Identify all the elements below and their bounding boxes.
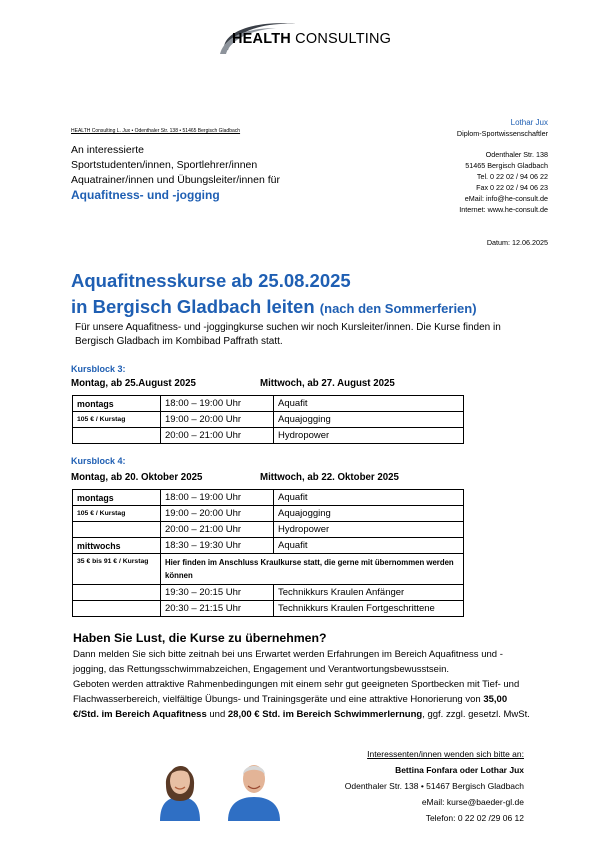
sender-fax: Fax 0 22 02 / 94 06 23 xyxy=(476,183,548,192)
kursblock-3-days: Montag, ab 25.August 2025 Mittwoch, ab 27. August 2025 xyxy=(71,378,395,389)
recipient-block xyxy=(71,143,280,203)
intro-paragraph: Für unsere Aquafitness- und -joggingkurse suchen wir noch Kursleiter/innen. Die Kurse finden in Bergisch Gladbach im Kombibad Paffrath statt. xyxy=(75,322,501,347)
table-row xyxy=(73,554,464,585)
table-row: 20:00 – 21:00 Uhr Hydropower xyxy=(73,428,464,444)
table-row: mittwochs 18:30 – 19:30 Uhr Aquafit xyxy=(73,538,464,554)
contact-block xyxy=(345,746,524,826)
contact-names: Bettina Fonfara oder Lothar Jux xyxy=(395,765,524,775)
recipient-line: Sportstudenten/innen, Sportlehrer/innen xyxy=(71,159,258,171)
table-row: 20:00 – 21:00 Uhr Hydropower xyxy=(73,522,464,538)
kursblock-4-table xyxy=(72,489,464,617)
sender-contact-block xyxy=(457,117,548,215)
recipient-highlight: Aquafitness- und -jogging xyxy=(71,188,220,202)
table-row: 20:30 – 21:15 Uhr Technikkurs Kraulen Fortgeschrittene xyxy=(73,601,464,617)
sender-address-line: HEALTH Consulting L. Jux • Odenthaler Str. 138 • 51465 Bergisch Gladbach xyxy=(71,128,241,134)
table-row: 105 € / Kurstag 19:00 – 20:00 Uhr Aquajogging xyxy=(73,412,464,428)
price-range: 35 € bis 91 € / Kurstag xyxy=(73,554,161,585)
page-title: Aquafitnesskurse ab 25.08.2025 in Bergisch Gladbach leiten (nach den Sommerferien) xyxy=(71,270,477,317)
contact-address: Odenthaler Str. 138 • 51467 Bergisch Gladbach xyxy=(344,781,524,791)
contact-intro: Interessenten/innen wenden sich bitte an: xyxy=(367,749,524,759)
sender-name: Lothar Jux xyxy=(510,118,548,127)
body-paragraph: Dann melden Sie sich bitte zeitnah bei uns Erwartet werden Erfahrungen im Bereich Aquafitness und -jogging, das Rettungsschwimmabzeichen, Engagement und Verantwortungsbewusstsein. xyxy=(73,649,503,675)
sender-city: 51465 Bergisch Gladbach xyxy=(465,161,548,170)
table-row: 105 € / Kurstag 19:00 – 20:00 Uhr Aquajogging xyxy=(73,506,464,522)
sender-tel: Tel. 0 22 02 / 94 06 22 xyxy=(476,172,548,181)
kraulkurs-note: Hier finden im Anschluss Kraulkurse statt, die gerne mit übernommen werden können xyxy=(161,554,464,585)
kursblock-3-label: Kursblock 3: xyxy=(71,364,126,374)
sender-role: Diplom-Sportwissenschaftler xyxy=(456,129,548,138)
contact-phone: Telefon: 0 22 02 /29 06 12 xyxy=(425,813,524,823)
table-row: montags 18:00 – 19:00 Uhr Aquafit xyxy=(73,490,464,506)
photo-man xyxy=(220,751,288,821)
body-text xyxy=(73,647,533,722)
sender-email: eMail: info@he-consult.de xyxy=(464,194,548,203)
letter-date: Datum: 12.06.2025 xyxy=(486,238,548,247)
kursblock-4-label: Kursblock 4: xyxy=(71,456,126,466)
contact-email[interactable]: eMail: kurse@baeder-gl.de xyxy=(421,797,524,807)
kursblock-4-days: Montag, ab 20. Oktober 2025 Mittwoch, ab 22. Oktober 2025 xyxy=(71,472,399,483)
body-paragraph: Geboten werden attraktive Rahmenbedingungen mit einem sehr gut geeigneten Sportbecken mit Tief- und Flachwasserbereich, vielfältige Übungs- und Trainingsgeräte und eine attraktive Honorierung von 35,00 €/Std. im Bereich Aquafitness und 28,00 € Std. im Bereich Schwimmerlernung, ggf. zzgl. gesetzl. MwSt. xyxy=(73,679,530,720)
title-suffix: (nach den Sommerferien) xyxy=(319,301,477,316)
sender-street: Odenthaler Str. 138 xyxy=(485,150,548,159)
company-logo: HEALTH CONSULTING xyxy=(232,31,392,47)
recipient-line: An interessierte xyxy=(71,144,144,156)
table-row: montags 18:00 – 19:00 Uhr Aquafit xyxy=(73,396,464,412)
photo-woman xyxy=(146,751,214,821)
section-heading: Haben Sie Lust, die Kurse zu übernehmen? xyxy=(73,631,327,645)
kursblock-3-table xyxy=(72,395,464,444)
table-row: 19:30 – 20:15 Uhr Technikkurs Kraulen Anfänger xyxy=(73,585,464,601)
sender-internet: Internet: www.he-consult.de xyxy=(459,205,548,214)
recipient-line: Aquatrainer/innen und Übungsleiter/innen für xyxy=(71,174,280,186)
